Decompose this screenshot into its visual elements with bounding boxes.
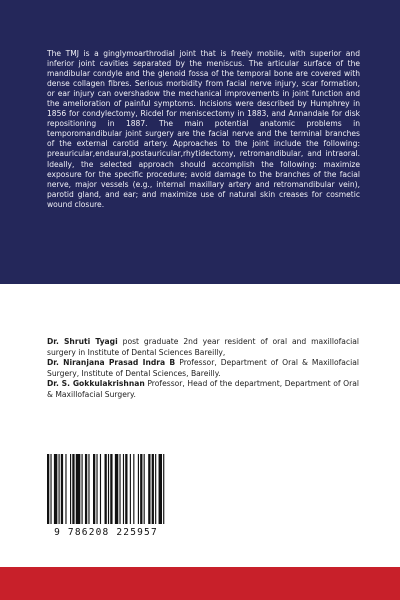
- book-abstract: The TMJ is a ginglymoarthrodial joint that is freely mobile, with superior and inferior joint cavities separated by the meniscus. The articular surface of the mandibular condyle and the glenoid fossa of the temporal bone are covered with dense collagen fibres. Serious morbidity from facial nerve injury, scar formation, or ear injury can overshadow the mechanical improvements in joint function and the amelioration of painful symptoms. Incisions were described by Humphrey in 1856 for condylectomy, Ricdel for meniscectomy in 1883, and Annandale for disk repositioning in 1887. The main potential anatomic problems in temporomandibular joint surgery are the facial nerve and the terminal branches of the external carotid artery. Approaches to the joint include the following: preauricular,endaural,postauricular,rhytidectomy, retromandibular, and intraoral. Ideally, the selected approach should accomplish the following: maximize exposure for the specific procedure; avoid damage to the branches of the facial nerve, major vessels (e.g., internal maxillary artery and retromandibular vein), parotid gland, and ear; and maximize use of natural skin creases for cosmetic wound closure.: [47, 48, 360, 209]
- author-entry: [47, 379, 359, 400]
- author-list: [47, 337, 359, 400]
- author-entry: [47, 337, 359, 358]
- barcode-bars: [43, 452, 169, 528]
- author-bio: Professor, Head of the department, Department of Oral & Maxillofacial Surgery.: [47, 379, 359, 399]
- author-bio: Professor, Department of Oral & Maxillofacial Surgery, Institute of Dental Sciences, Bareilly.: [47, 358, 359, 378]
- author-name: Dr. Niranjana Prasad Indra B: [47, 358, 176, 367]
- author-bio: post graduate 2nd year resident of oral and maxillofacial surgery in Institute of Dental Sciences Bareilly,: [47, 337, 360, 357]
- author-name: Dr. Shruti Tyagi: [47, 337, 118, 346]
- back-cover-top-panel: [0, 0, 400, 284]
- author-name: Dr. S. Gokkulakrishnan: [47, 379, 145, 388]
- barcode-digits: 9 786208 225957: [54, 527, 158, 538]
- author-entry: [47, 358, 359, 379]
- isbn-barcode: [43, 452, 169, 541]
- bottom-color-stripe: [0, 567, 400, 600]
